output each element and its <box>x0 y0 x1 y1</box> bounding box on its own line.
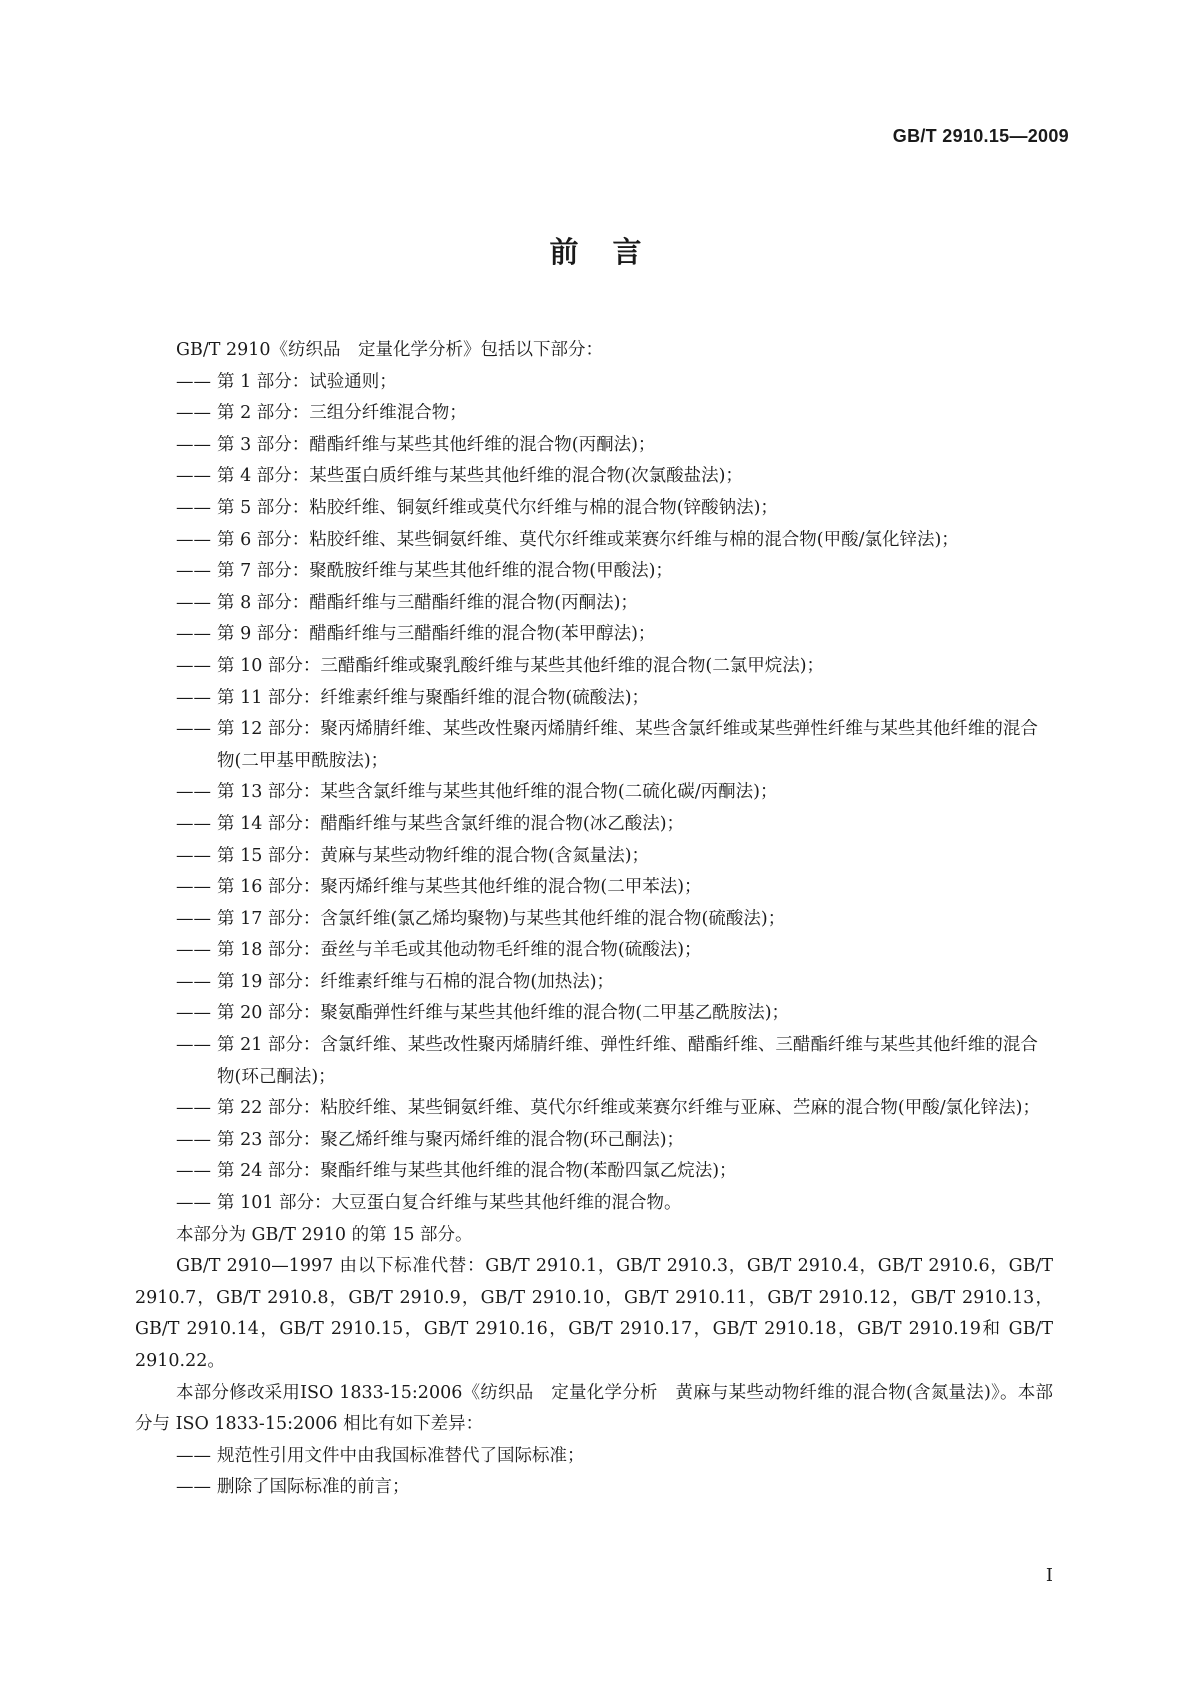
standard-code: GB/T 2910.15—2009 <box>892 126 1069 146</box>
part-item <box>135 872 1053 904</box>
list-dash: —— <box>176 1098 211 1119</box>
list-dash: —— <box>176 655 211 676</box>
part-item-text: 第 11 部分：纤维素纤维与聚酯纤维的混合物(硫酸法)； <box>217 687 650 708</box>
list-dash: —— <box>176 719 211 740</box>
part-item <box>135 1093 1053 1125</box>
difference-item-text: 删除了国际标准的前言； <box>217 1477 410 1498</box>
part-item <box>135 935 1053 967</box>
list-dash: —— <box>176 971 211 992</box>
part-item <box>135 683 1053 715</box>
part-item-text: 第 14 部分：醋酯纤维与某些含氯纤维的混合物(冰乙酸法)； <box>217 813 685 834</box>
list-dash: —— <box>176 1129 211 1150</box>
part-item-text: 第 19 部分：纤维素纤维与石棉的混合物(加热法)； <box>217 971 615 992</box>
foreword-body <box>135 335 1053 1504</box>
part-item <box>135 493 1053 525</box>
difference-item <box>135 1472 1053 1504</box>
part-item-text: 第 16 部分：聚丙烯纤维与某些其他纤维的混合物(二甲苯法)； <box>217 877 702 898</box>
replacement-paragraph: GB/T 2910—1997 由以下标准代替：GB/T 2910.1，GB/T 2910.3，GB/T 2910.4，GB/T 2910.6，GB/T 2910.7，GB/T 2910.8，GB/T 2910.9，GB/T 2910.10，GB/T 2910.11，GB/T 2910.12，GB/T 2910.13，GB/T 2910.14，GB/T 2910.15，GB/T 2910.16，GB/T 2910.17，GB/T 2910.18，GB/T 2910.19和 GB/T 2910.22。 <box>135 1256 1053 1371</box>
list-dash: —— <box>176 1193 211 1214</box>
part-item <box>135 430 1053 462</box>
part-item-text: 第 15 部分：黄麻与某些动物纤维的混合物(含氮量法)； <box>217 845 650 866</box>
part-item <box>135 525 1053 557</box>
part-item-text: 第 23 部分：聚乙烯纤维与聚丙烯纤维的混合物(环己酮法)； <box>217 1129 685 1150</box>
difference-item-text: 规范性引用文件中由我国标准替代了国际标准； <box>217 1445 585 1466</box>
part-statement-paragraph: 本部分为 GB/T 2910 的第 15 部分。 <box>176 1224 473 1245</box>
part-item-text: 第 7 部分：聚酰胺纤维与某些其他纤维的混合物(甲酸法)； <box>217 561 673 582</box>
intro-paragraph: GB/T 2910《纺织品 定量化学分析》包括以下部分： <box>176 340 604 360</box>
list-dash: —— <box>176 624 211 645</box>
part-item <box>135 651 1053 683</box>
part-item <box>135 809 1053 841</box>
part-item-text: 第 21 部分：含氯纤维、某些改性聚丙烯腈纤维、弹性纤维、醋酯纤维、三醋酯纤维与某些其他纤维的混合物(环己酮法)； <box>217 1035 1038 1087</box>
part-item-text: 第 6 部分：粘胶纤维、某些铜氨纤维、莫代尔纤维或莱赛尔纤维与棉的混合物(甲酸/氯化锌法)； <box>217 529 959 550</box>
part-item <box>135 1188 1053 1220</box>
list-dash: —— <box>176 371 211 392</box>
part-item <box>135 398 1053 430</box>
part-item-text: 第 101 部分：大豆蛋白复合纤维与某些其他纤维的混合物。 <box>217 1193 682 1214</box>
part-item <box>135 714 1053 777</box>
page-title: 前言 <box>549 235 676 269</box>
part-item-text: 第 17 部分：含氯纤维(氯乙烯均聚物)与某些其他纤维的混合物(硫酸法)； <box>217 908 786 929</box>
part-item-text: 第 10 部分：三醋酯纤维或聚乳酸纤维与某些其他纤维的混合物(二氯甲烷法)； <box>217 655 825 676</box>
list-dash: —— <box>176 466 211 487</box>
adoption-paragraph: 本部分修改采用ISO 1833-15:2006《纺织品 定量化学分析 黄麻与某些动物纤维的混合物(含氮量法)》。本部分与 ISO 1833-15:2006 相比有如下差异： <box>135 1382 1053 1435</box>
parts-list <box>135 367 1053 1220</box>
part-item <box>135 367 1053 399</box>
list-dash: —— <box>176 877 211 898</box>
differences-list <box>135 1441 1053 1504</box>
part-item <box>135 904 1053 936</box>
list-dash: —— <box>176 845 211 866</box>
list-dash: —— <box>176 561 211 582</box>
part-item <box>135 588 1053 620</box>
list-dash: —— <box>176 813 211 834</box>
list-dash: —— <box>176 529 211 550</box>
difference-item <box>135 1441 1053 1473</box>
part-item-text: 第 9 部分：醋酯纤维与三醋酯纤维的混合物(苯甲醇法)； <box>217 624 656 645</box>
part-item-text: 第 18 部分：蚕丝与羊毛或其他动物毛纤维的混合物(硫酸法)； <box>217 940 702 961</box>
part-item-text: 第 4 部分：某些蛋白质纤维与某些其他纤维的混合物(次氯酸盐法)； <box>217 466 743 487</box>
part-item <box>135 841 1053 873</box>
list-dash: —— <box>176 1161 211 1182</box>
part-item-text: 第 22 部分：粘胶纤维、某些铜氨纤维、莫代尔纤维或莱赛尔纤维与亚麻、苎麻的混合物(甲酸/氯化锌法)； <box>217 1098 1040 1119</box>
part-item <box>135 1125 1053 1157</box>
list-dash: —— <box>176 687 211 708</box>
list-dash: —— <box>176 497 211 518</box>
part-item-text: 第 2 部分：三组分纤维混合物； <box>217 403 467 424</box>
part-item <box>135 619 1053 651</box>
part-item-text: 第 8 部分：醋酯纤维与三醋酯纤维的混合物(丙酮法)； <box>217 592 638 613</box>
part-item <box>135 777 1053 809</box>
part-item <box>135 1030 1053 1093</box>
part-item-text: 第 12 部分：聚丙烯腈纤维、某些改性聚丙烯腈纤维、某些含氯纤维或某些弹性纤维与某些其他纤维的混合物(二甲基甲酰胺法)； <box>217 719 1038 771</box>
part-item-text: 第 5 部分：粘胶纤维、铜氨纤维或莫代尔纤维与棉的混合物(锌酸钠法)； <box>217 497 778 518</box>
list-dash: —— <box>176 434 211 455</box>
list-dash: —— <box>176 782 211 803</box>
part-item <box>135 967 1053 999</box>
part-item <box>135 556 1053 588</box>
part-item-text: 第 24 部分：聚酯纤维与某些其他纤维的混合物(苯酚四氯乙烷法)； <box>217 1161 737 1182</box>
page-number: I <box>1045 1565 1053 1586</box>
part-item <box>135 998 1053 1030</box>
part-item-text: 第 1 部分：试验通则； <box>217 371 397 392</box>
list-dash: —— <box>176 1003 211 1024</box>
part-item <box>135 1156 1053 1188</box>
list-dash: —— <box>176 1445 211 1466</box>
list-dash: —— <box>176 403 211 424</box>
part-item-text: 第 13 部分：某些含氯纤维与某些其他纤维的混合物(二硫化碳/丙酮法)； <box>217 782 778 803</box>
list-dash: —— <box>176 592 211 613</box>
list-dash: —— <box>176 1035 211 1056</box>
part-item <box>135 461 1053 493</box>
list-dash: —— <box>176 940 211 961</box>
list-dash: —— <box>176 1477 211 1498</box>
part-item-text: 第 3 部分：醋酯纤维与某些其他纤维的混合物(丙酮法)； <box>217 434 656 455</box>
list-dash: —— <box>176 908 211 929</box>
part-item-text: 第 20 部分：聚氨酯弹性纤维与某些其他纤维的混合物(二甲基乙酰胺法)； <box>217 1003 790 1024</box>
